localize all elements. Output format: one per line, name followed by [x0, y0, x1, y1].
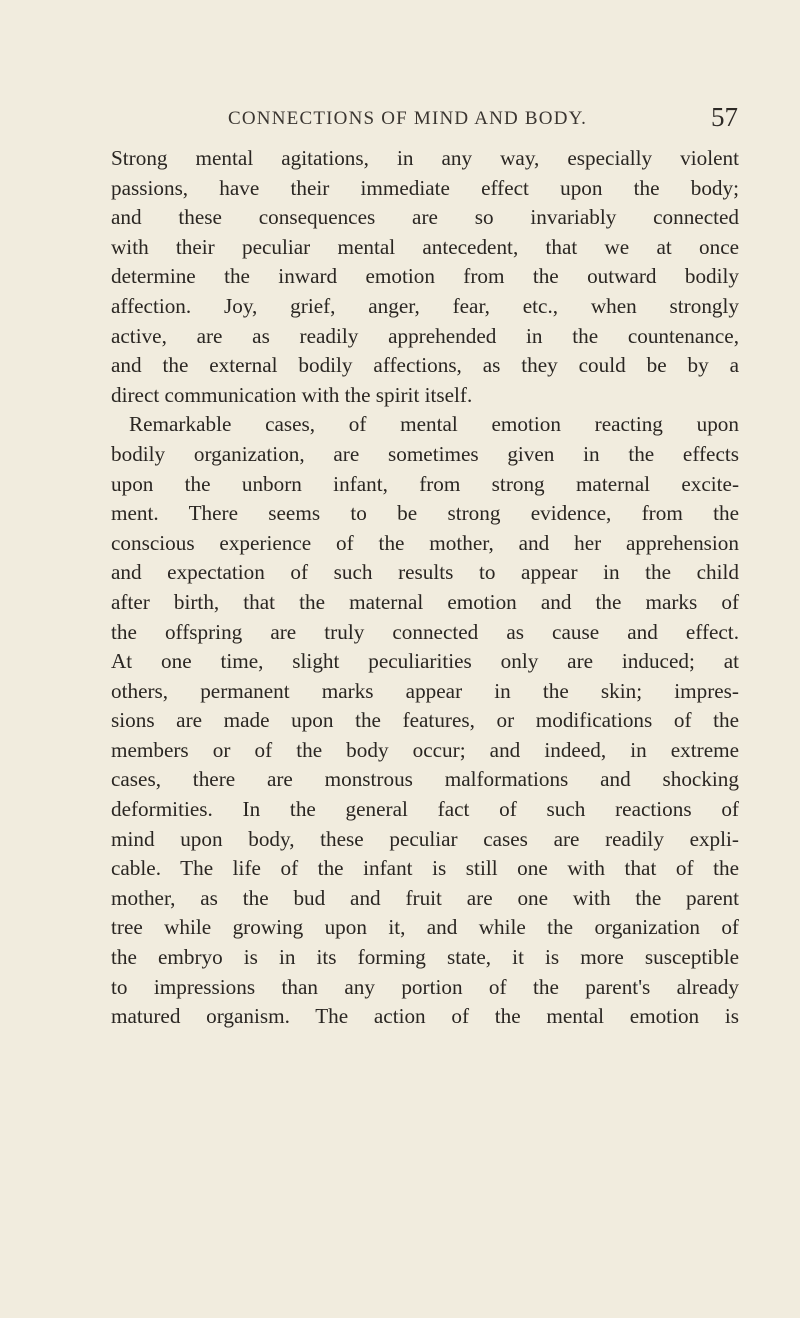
text-line: and these consequences are so invariably connected	[111, 205, 739, 230]
text-line: mind upon body, these peculiar cases are readily expli-	[111, 826, 739, 851]
text-line: cases, there are monstrous malformations and shocking	[111, 767, 739, 792]
text-line: cable. The life of the infant is still one with that of the	[111, 856, 739, 881]
text-line: determine the inward emotion from the outward bodily	[111, 264, 739, 289]
text-line: mother, as the bud and fruit are one with the parent	[111, 885, 739, 910]
text-line: with their peculiar mental antecedent, that we at once	[111, 234, 739, 259]
text-line: tree while growing upon it, and while the organization of	[111, 915, 739, 940]
text-line: direct communication with the spirit itself.	[111, 382, 473, 407]
text-line: after birth, that the maternal emotion and the marks of	[111, 589, 739, 614]
text-line: active, are as readily apprehended in the countenance,	[111, 323, 739, 348]
text-line: and the external bodily affections, as they could be by a	[111, 353, 739, 378]
text-line: members or of the body occur; and indeed, in extreme	[111, 737, 739, 762]
text-line: Remarkable cases, of mental emotion reacting upon	[129, 412, 739, 437]
text-line: and expectation of such results to appear in the child	[111, 560, 739, 585]
text-line: conscious experience of the mother, and her apprehension	[111, 530, 739, 555]
page-number: 57	[711, 102, 738, 132]
text-line: passions, have their immediate effect upon the body;	[111, 175, 739, 200]
text-line: deformities. In the general fact of such reactions of	[111, 797, 739, 822]
text-line: upon the unborn infant, from strong maternal excite-	[111, 471, 739, 496]
text-line: matured organism. The action of the mental emotion is	[111, 1004, 739, 1029]
text-line: others, permanent marks appear in the skin; impres-	[111, 678, 739, 703]
body-text	[111, 144, 739, 1032]
text-line: ment. There seems to be strong evidence, from the	[111, 501, 739, 526]
running-head	[110, 102, 738, 136]
text-line: affection. Joy, grief, anger, fear, etc., when strongly	[111, 293, 739, 318]
text-line: the offspring are truly connected as cause and effect.	[111, 619, 739, 644]
text-line: bodily organization, are sometimes given in the effects	[111, 441, 739, 466]
text-line: At one time, slight peculiarities only are induced; at	[111, 649, 739, 674]
text-line: to impressions than any portion of the parent's already	[111, 974, 739, 999]
running-title: CONNECTIONS OF MIND AND BODY.	[228, 108, 588, 129]
text-line: sions are made upon the features, or modifications of the	[111, 708, 739, 733]
text-line: Strong mental agitations, in any way, especially violent	[111, 146, 739, 170]
text-line: the embryo is in its forming state, it is more susceptible	[111, 945, 739, 970]
